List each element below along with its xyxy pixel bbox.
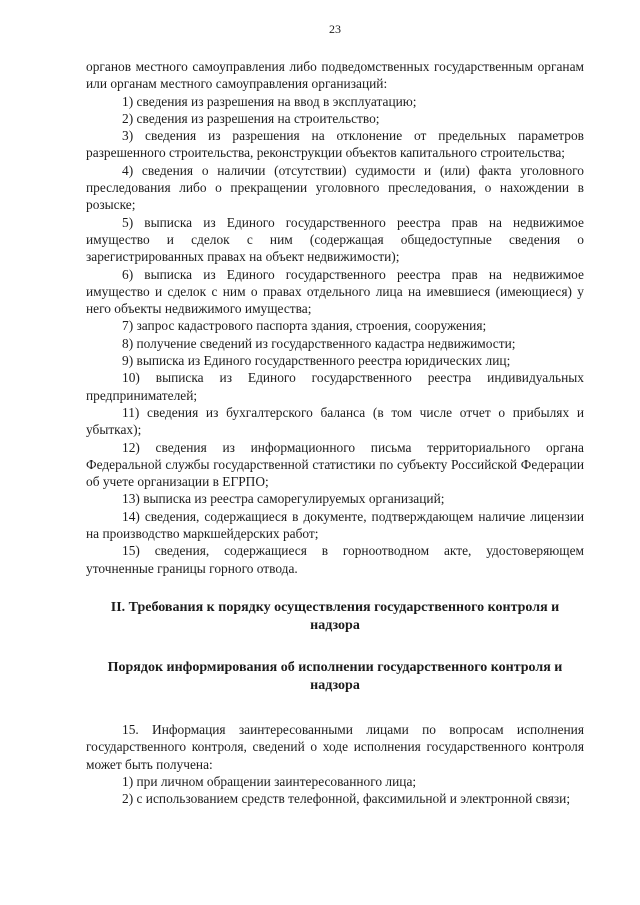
paragraph-continuation: органов местного самоуправления либо подведомственных государственным органам или органам местного самоуправления организаций: bbox=[86, 59, 584, 92]
list-item: 4) сведения о наличии (отсутствии) судимости и (или) факта уголовного преследования либо о прекращении уголовного преследования, о нахождении в розыске; bbox=[86, 162, 584, 213]
subsection-title: Порядок информирования об исполнении государственного контроля и надзора bbox=[107, 659, 563, 693]
list-item: 5) выписка из Единого государственного реестра прав на недвижимое имущество и сделок с ним (содержащая общедоступные сведения о зарегистрированных правах на объект недвижимости); bbox=[86, 214, 584, 265]
list-item: 13) выписка из реестра саморегулируемых организаций; bbox=[122, 491, 445, 507]
list-item: 15) сведения, содержащиеся в горноотводном акте, удостоверяющем уточненные границы горного отвода. bbox=[86, 543, 584, 576]
section-title: II. Требования к порядку осуществления государственного контроля и надзора bbox=[110, 599, 560, 633]
list-item: 12) сведения из информационного письма территориального органа Федеральной службы государственной статистики по субъекту Российской Федерации об учете организации в ЕГРПО; bbox=[86, 439, 584, 490]
paragraph: 15. Информация заинтересованными лицами по вопросам исполнения государственного контроля, сведений о ходе исполнения государственного контроля может быть получена: bbox=[86, 721, 584, 772]
list-item: 7) запрос кадастрового паспорта здания, строения, сооружения; bbox=[122, 318, 487, 334]
list-item: 2) с использованием средств телефонной, факсимильной и электронной связи; bbox=[122, 791, 571, 807]
list-item: 1) при личном обращении заинтересованного лица; bbox=[122, 773, 417, 789]
information-section bbox=[86, 721, 584, 807]
list-item: 10) выписка из Единого государственного реестра индивидуальных предпринимателей; bbox=[86, 370, 584, 403]
list-item: 2) сведения из разрешения на строительство; bbox=[122, 110, 380, 126]
list-item: 1) сведения из разрешения на ввод в эксплуатацию; bbox=[122, 93, 417, 109]
list-item: 8) получение сведений из государственного кадастра недвижимости; bbox=[122, 335, 516, 351]
list-item: 14) сведения, содержащиеся в документе, подтверждающем наличие лицензии на производство маркшейдерских работ; bbox=[86, 508, 584, 542]
list-item: 3) сведения из разрешения на отклонение от предельных параметров разрешенного строительства, реконструкции объектов капитального строительства; bbox=[86, 128, 584, 161]
list-item: 9) выписка из Единого государственного реестра юридических лиц; bbox=[122, 353, 511, 369]
page-number: 23 bbox=[329, 22, 341, 36]
list-item: 11) сведения из бухгалтерского баланса (в том числе отчет о прибылях и убытках); bbox=[86, 404, 584, 438]
list-of-documents bbox=[86, 58, 584, 577]
list-item: 6) выписка из Единого государственного реестра прав на недвижимое имущество и сделок с ним о правах отдельного лица на имевшиеся (имеющиеся) у него объекты недвижимого имущества; bbox=[86, 266, 584, 317]
